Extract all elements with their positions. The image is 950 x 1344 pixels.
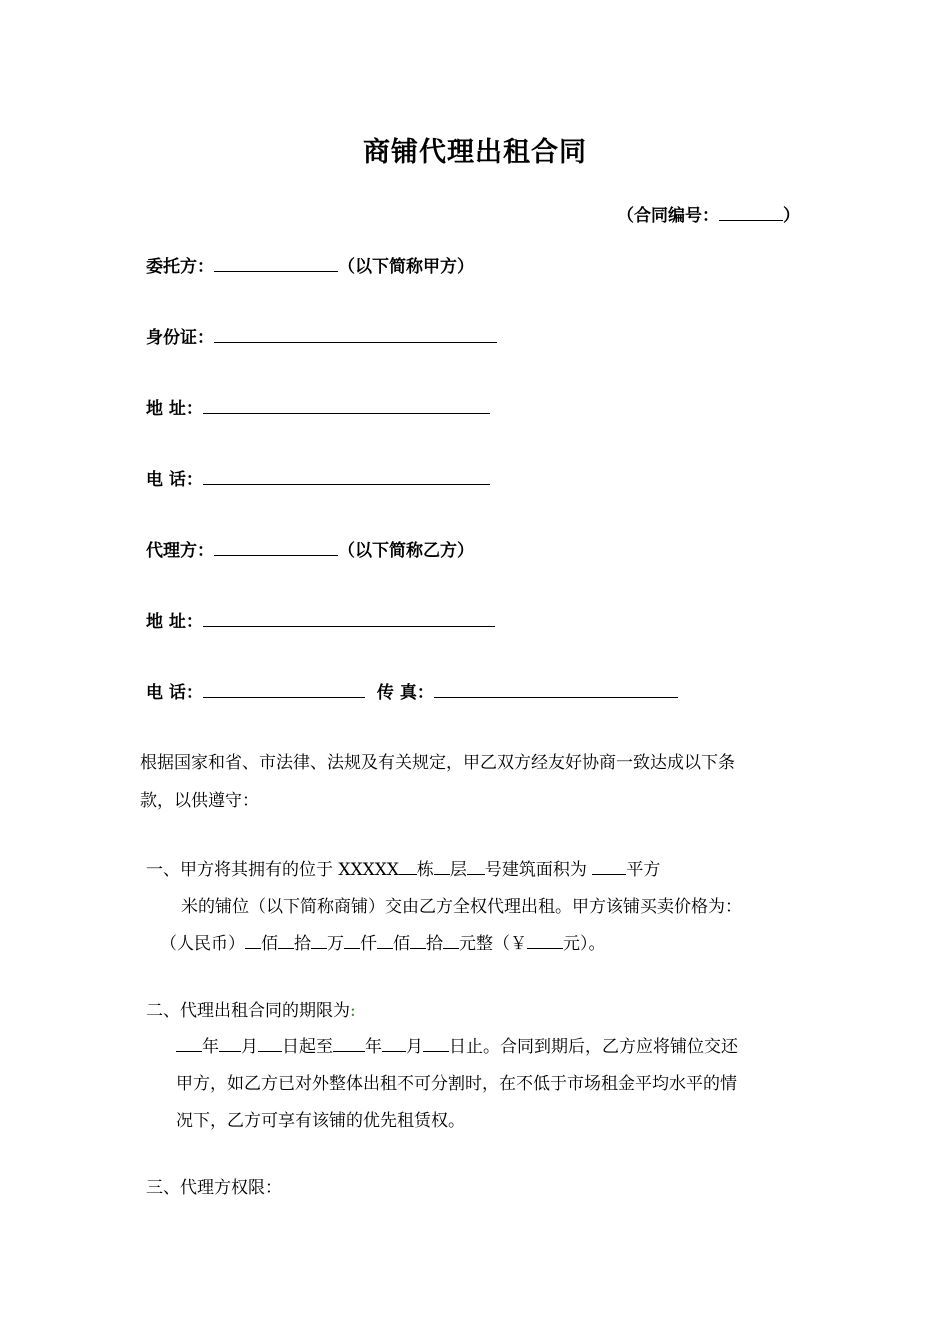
party-b-blank[interactable] [214,554,338,556]
party-b-suffix: （以下简称乙方） [338,541,474,561]
party-a-suffix: （以下简称甲方） [338,257,474,277]
clause-1-text-a: 一、甲方将其拥有的位于 XXXXX [146,860,399,880]
end-day-label: 日止。合同到期后，乙方应将铺位交还 [449,1037,738,1057]
end-year-label: 年 [365,1037,382,1057]
contract-number-open: （合同编号： [617,206,719,226]
currency-label: （人民币） [160,934,245,954]
phone-b-blank[interactable] [203,696,365,698]
party-a-row [146,252,474,277]
clause-3-heading: 三、代理方权限： [146,1178,282,1198]
start-month-blank[interactable] [219,1050,241,1052]
party-a-blank[interactable] [214,270,338,272]
unit-shi-2: 拾 [426,934,443,954]
blank-1[interactable] [245,947,261,949]
clause-2-heading-colon: : [350,1001,356,1021]
phone-a-row [146,465,490,490]
blank-5[interactable] [377,947,393,949]
phone-a-label: 电 话： [146,470,203,490]
party-b-row [146,536,474,561]
contract-number-close: ） [783,206,800,226]
unit-blank[interactable] [467,873,485,875]
end-month-blank[interactable] [382,1050,406,1052]
blank-3[interactable] [311,947,327,949]
start-day-label: 日起至 [282,1037,333,1057]
address-b-row [146,607,495,632]
clause-1-text-b: 栋 [416,860,434,880]
party-b-label: 代理方： [146,541,214,561]
fax-label: 传 真： [376,683,434,703]
building-blank[interactable] [399,873,417,875]
end-day-blank[interactable] [423,1050,449,1052]
phone-a-blank[interactable] [203,483,490,485]
clause-2-line-1 [176,1032,738,1057]
unit-qian: 仟 [360,934,377,954]
clause-2-line-3: 况下，乙方可享有该铺的优先租赁权。 [176,1111,465,1131]
unit-bai-1: 佰 [261,934,278,954]
clause-1-line-1 [146,855,660,880]
fax-blank[interactable] [434,696,678,698]
clause-1-line-2: 米的铺位（以下简称商铺）交由乙方全权代理出租。甲方该铺买卖价格为： [181,897,742,917]
start-year-label: 年 [202,1037,219,1057]
id-card-label: 身份证： [146,328,214,348]
start-month-label: 月 [241,1037,258,1057]
phone-b-label: 电 话： [146,683,203,703]
floor-blank[interactable] [434,873,450,875]
address-a-row [146,394,490,419]
blank-7[interactable] [443,947,459,949]
clause-2-heading-text: 二、代理出租合同的期限为 [146,1001,350,1021]
address-a-label: 地 址： [146,399,203,419]
area-blank[interactable] [592,873,626,875]
unit-wan: 万 [327,934,344,954]
id-card-row [146,323,497,348]
clause-1-text-c: 层 [449,860,467,880]
clause-2-heading [146,996,356,1021]
party-a-label: 委托方： [146,257,214,277]
unit-shi-1: 拾 [294,934,311,954]
blank-6[interactable] [410,947,426,949]
preamble-line-1: 根据国家和省、市法律、法规及有关规定，甲乙双方经友好协商一致达成以下条 [140,753,735,773]
end-month-label: 月 [406,1037,423,1057]
unit-yuan-total: 元整（￥ [459,934,527,954]
clause-1-text-d: 号建筑面积为 [484,860,593,880]
clause-1-text-e: 平方 [626,860,661,880]
unit-yuan-close: 元）。 [563,934,606,954]
unit-bai-2: 佰 [393,934,410,954]
id-card-blank[interactable] [214,341,497,343]
contract-number [617,201,800,226]
phone-b-row [146,678,678,703]
address-a-blank[interactable] [203,412,490,414]
clause-1-line-3 [160,929,606,954]
start-year-blank[interactable] [176,1050,202,1052]
address-b-blank[interactable] [203,625,495,627]
address-b-label: 地 址： [146,612,203,632]
amount-blank[interactable] [527,947,563,949]
blank-4[interactable] [344,947,360,949]
contract-number-blank[interactable] [719,219,783,221]
clause-2-line-2: 甲方，如乙方已对外整体出租不可分割时，在不低于市场租金平均水平的情 [176,1074,737,1094]
preamble-line-2: 款，以供遵守： [140,791,259,811]
blank-2[interactable] [278,947,294,949]
document-title: 商铺代理出租合同 [363,137,587,168]
start-day-blank[interactable] [258,1050,282,1052]
end-year-blank[interactable] [333,1050,365,1052]
